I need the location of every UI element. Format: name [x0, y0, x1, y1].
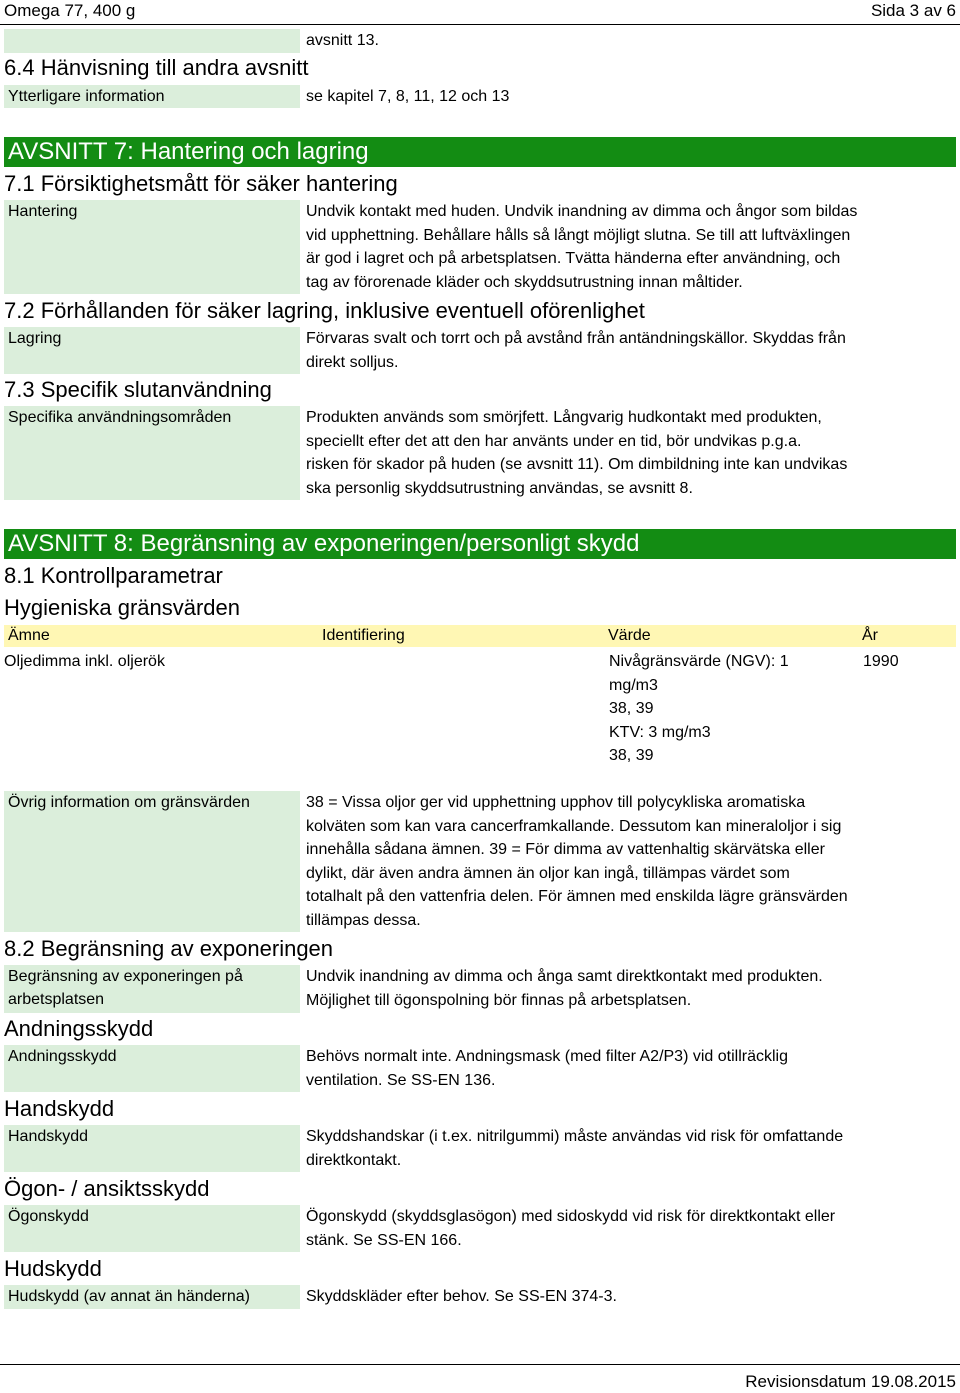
label-hudskydd: Hudskydd (av annat än händerna)	[4, 1285, 300, 1309]
heading-hygieniska-gransvarden: Hygieniska gränsvärden	[4, 595, 241, 620]
heading-7-2: 7.2 Förhållanden för säker lagring, inklusive eventuell oförenlighet	[4, 298, 645, 323]
value-line: 38, 39	[609, 700, 654, 717]
table-header-ar: År	[858, 625, 956, 647]
text-line: direktkontakt.	[306, 1151, 402, 1169]
text-line: dylikt, där även andra ämnen än oljor kan ingå, tillämpas värdet som	[306, 864, 790, 882]
text-line: Undvik kontakt med huden. Undvik inandning av dimma och ångor som bildas	[306, 203, 858, 220]
label-line: arbetsplatsen	[8, 991, 105, 1008]
heading-andningsskydd: Andningsskydd	[4, 1016, 154, 1041]
text-line: Förvaras svalt och torrt och på avstånd från antändningskällor. Skyddas från	[306, 330, 846, 347]
continuation-text: avsnitt 13.	[306, 32, 379, 49]
table-header-amne: Ämne	[4, 625, 318, 647]
text-andningsskydd	[306, 1045, 956, 1092]
label-ytterligare-information: Ytterligare information	[4, 85, 300, 108]
heading-ogon-ansiktsskydd: Ögon- / ansiktsskydd	[4, 1176, 210, 1201]
text-line: ventilation. Se SS-EN 136.	[306, 1071, 496, 1089]
text-line: totalhalt på den vattenfria delen. För ämnen med enskilda lägre gränsvärden	[306, 888, 848, 905]
revision-date: Revisionsdatum 19.08.2015	[745, 1372, 956, 1391]
text-line: speciellt efter det att den har använts under en tid, bör undvikas p.g.a.	[306, 432, 802, 450]
label-specifika-anvandningsomraden: Specifika användningsområden	[4, 406, 300, 500]
value-line: mg/m3	[609, 676, 658, 694]
footer-divider	[0, 1364, 960, 1365]
text-begransning-arbetsplatsen	[306, 965, 956, 1012]
text-line: Behövs normalt inte. Andningsmask (med filter A2/P3) vid otillräcklig	[306, 1048, 788, 1065]
text-line: ska personlig skyddsutrustning användas, se avsnitt 8.	[306, 479, 693, 497]
continuation-label-cell	[4, 29, 300, 53]
text-specifika-anvandningsomraden	[306, 406, 956, 500]
label-ogonskydd: Ögonskydd	[4, 1205, 300, 1252]
text-line: kolväten som kan vara cancerframkallande. Dessutom kan mineraloljor i sig	[306, 817, 842, 835]
table-cell-amne: Oljedimma inkl. oljerök	[4, 653, 165, 670]
heading-8-2: 8.2 Begränsning av exponeringen	[4, 936, 334, 961]
text-lagring	[306, 327, 956, 374]
value-ytterligare-information: se kapitel 7, 8, 11, 12 och 13	[306, 88, 510, 105]
text-line: Skyddshandskar (i t.ex. nitrilgummi) måste användas vid risk för omfattande	[306, 1128, 844, 1145]
text-line: tag av förorenade kläder och skyddsutrustning innan måltider.	[306, 273, 743, 291]
value-line: 38, 39	[609, 747, 654, 764]
label-lagring: Lagring	[4, 327, 300, 374]
text-line: stänk. Se SS-EN 166.	[306, 1231, 462, 1249]
text-line: Produkten används som smörjfett. Långvarig hudkontakt med produkten,	[306, 409, 822, 426]
text-line: direkt solljus.	[306, 353, 399, 371]
section-8-title: AVSNITT 8: Begränsning av exponeringen/personligt skydd	[4, 529, 956, 559]
label-handskydd: Handskydd	[4, 1125, 300, 1172]
text-line: innehålla sådana ämnen. 39 = För dimma av vattenhaltig skärvätska eller	[306, 841, 825, 858]
text-line: risken för skador på huden (se avsnitt 11). Om dimbildning inte kan undvikas	[306, 456, 848, 473]
label-begransning-arbetsplatsen	[4, 965, 300, 1013]
table-cell-ar: 1990	[863, 653, 899, 670]
table-header-identifiering: Identifiering	[318, 625, 604, 647]
header-divider	[0, 24, 960, 25]
text-hudskydd: Skyddskläder efter behov. Se SS-EN 374-3.	[306, 1288, 617, 1305]
text-line: 38 = Vissa oljor ger vid upphettning upphov till polycykliska aromatiska	[306, 794, 806, 811]
text-line: Undvik inandning av dimma och ånga samt direktkontakt med produkten.	[306, 968, 823, 985]
text-ogonskydd	[306, 1205, 956, 1252]
value-line: KTV: 3 mg/m3	[609, 723, 711, 741]
text-line: Ögonskydd (skyddsglasögon) med sidoskydd vid risk för direktkontakt eller	[306, 1208, 836, 1225]
text-hantering	[306, 200, 956, 294]
label-andningsskydd: Andningsskydd	[4, 1045, 300, 1092]
label-line: Begränsning av exponeringen på	[8, 968, 243, 985]
label-hantering: Hantering	[4, 200, 300, 294]
heading-7-1: 7.1 Försiktighetsmått för säker hantering	[4, 171, 398, 196]
section-7-title: AVSNITT 7: Hantering och lagring	[4, 137, 956, 167]
text-line: tillämpas dessa.	[306, 911, 421, 929]
heading-6-4: 6.4 Hänvisning till andra avsnitt	[4, 55, 309, 80]
document-product-name: Omega 77, 400 g	[4, 1, 136, 20]
text-line: vid upphettning. Behållare hålls så långt möjligt slutna. Se till att luftväxlingen	[306, 226, 851, 244]
heading-handskydd: Handskydd	[4, 1096, 115, 1121]
text-ovrig-information	[306, 791, 956, 932]
heading-7-3: 7.3 Specifik slutanvändning	[4, 377, 272, 402]
table-cell-varde	[609, 650, 849, 768]
page-number: Sida 3 av 6	[870, 1, 956, 20]
label-ovrig-information: Övrig information om gränsvärden	[4, 791, 300, 932]
text-line: är god i lagret och på arbetsplatsen. Tvätta händerna efter användning, och	[306, 250, 841, 267]
text-line: Möjlighet till ögonspolning bör finnas på arbetsplatsen.	[306, 991, 692, 1009]
value-line: Nivågränsvärde (NGV): 1	[609, 653, 789, 670]
heading-hudskydd: Hudskydd	[4, 1256, 102, 1281]
text-handskydd	[306, 1125, 956, 1172]
heading-8-1: 8.1 Kontrollparametrar	[4, 563, 223, 588]
table-header-varde: Värde	[604, 625, 858, 647]
